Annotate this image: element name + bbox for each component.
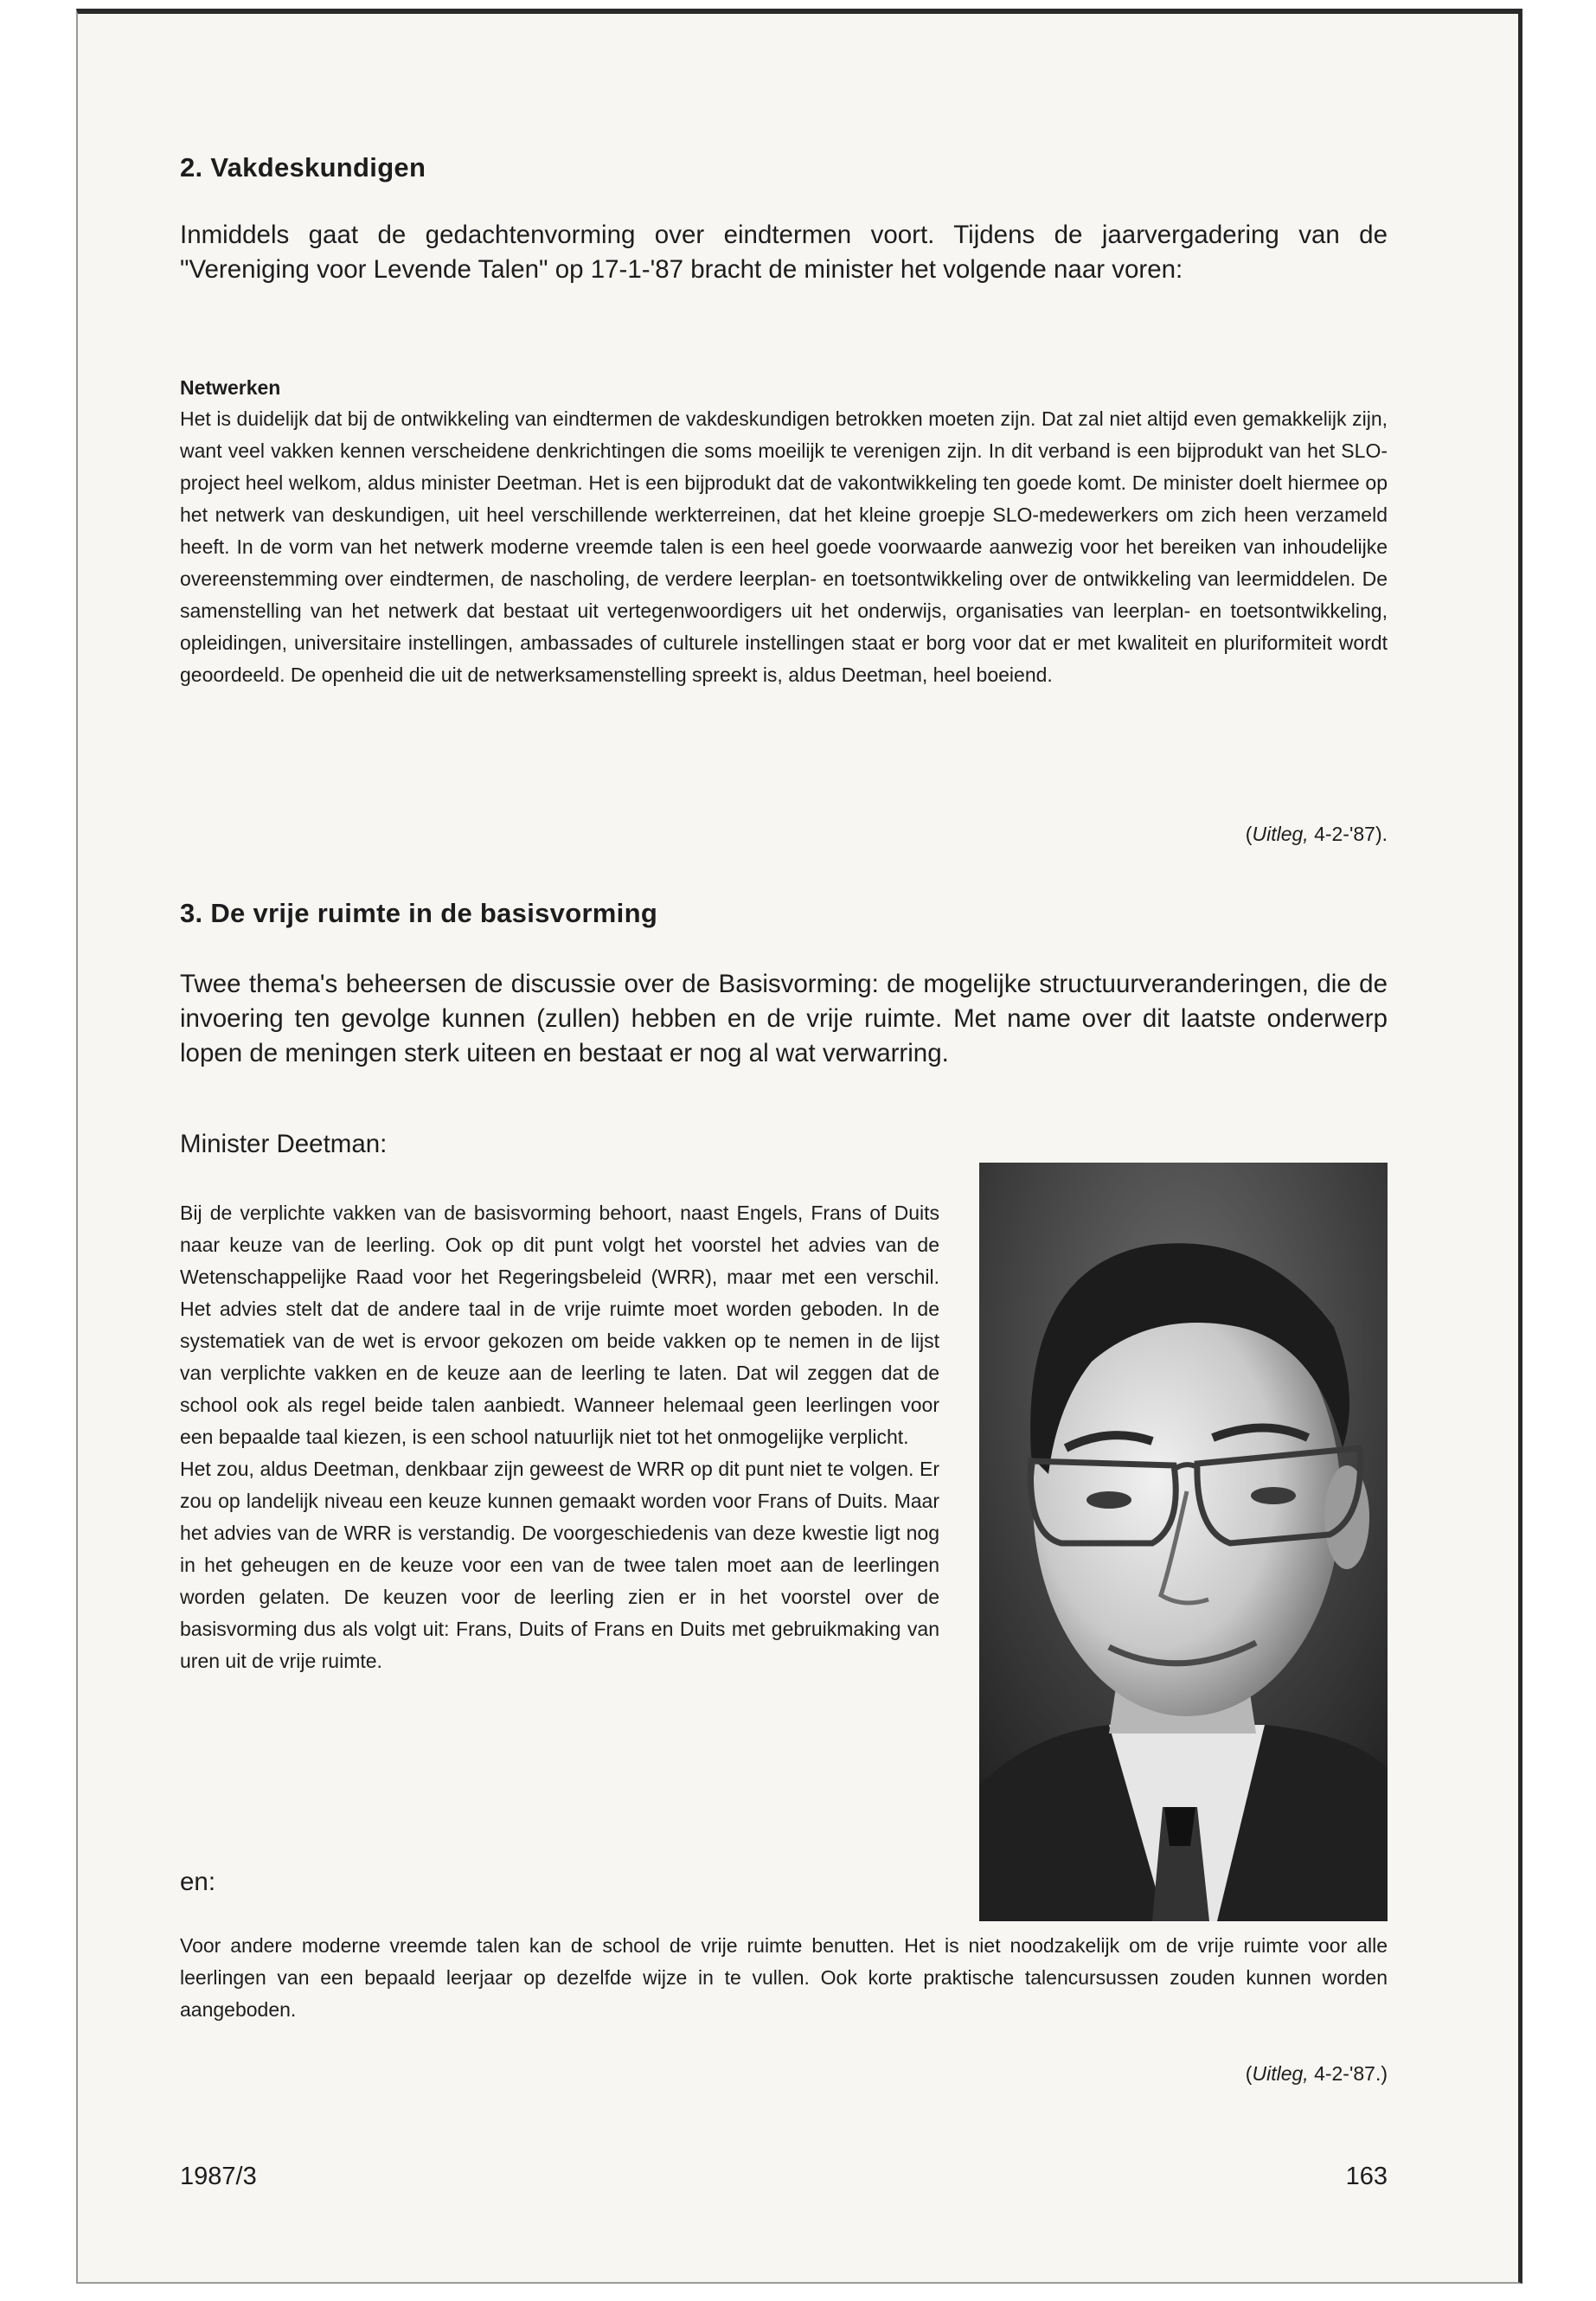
citation-date: 4-2-'87.): [1314, 2062, 1388, 2085]
citation-section3: (Uitleg, 4-2-'87.): [1245, 2062, 1388, 2085]
deetman-quote-p1: Bij de verplichte vakken van de basisvorming behoort, naast Engels, Frans of Duits naar keuze van de leerling. Ook op dit punt volgt het voorstel het advies van de Wetenschappelijke Raad voor het Regeringsbeleid (WRR), maar met een verschil. Het advies stelt dat de andere taal in de vrije ruimte moet worden geboden. In de systematiek van de wet is ervoor gekozen om beide vakken op te nemen in de lijst van verplichte vakken en de keuze aan de leerling te laten. Dat wil zeggen dat de school ook als regel beide talen aanbiedt. Wanneer helemaal geen leerlingen voor een bepaalde taal kiezen, is een school natuurlijk niet tot het onmogelijke verplicht.: [180, 1202, 939, 1448]
deetman-quote: [180, 1197, 939, 1677]
speaker-label: Minister Deetman:: [180, 1130, 388, 1158]
section3-intro: Twee thema's beheersen de discussie over de Basisvorming: de mogelijke structuurveranderingen, die de invoering ten gevolge kunnen (zullen) hebben en de vrije ruimte. Met name over dit laatste onderwerp lopen de meningen sterk uiteen en bestaat er nog al wat verwarring.: [180, 970, 1388, 1067]
citation-source: Uitleg,: [1252, 2062, 1309, 2085]
section2-intro: Inmiddels gaat de gedachtenvorming over eindtermen voort. Tijdens de jaarvergadering van de "Vereniging voor Levende Talen" op 17-1-'87 bracht de minister het volgende naar voren:: [180, 221, 1388, 284]
quote-title-netwerken: Netwerken: [180, 376, 281, 399]
citation-date: 4-2-'87).: [1314, 823, 1388, 845]
vreemde-talen-quote-text: Voor andere moderne vreemde talen kan de school de vrije ruimte benutten. Het is niet noodzakelijk om de vrije ruimte voor alle leerlingen van een bepaald leerjaar op dezelfde wijze in te vullen. Ook korte praktische talencursussen zouden kunnen worden aangeboden.: [180, 1934, 1388, 2021]
netwerken-quote: [180, 403, 1388, 691]
citation-source: Uitleg,: [1252, 823, 1309, 845]
connector-text: en:: [180, 1868, 216, 1896]
minister-portrait-photo: [979, 1163, 1388, 1921]
netwerken-quote-text: Het is duidelijk dat bij de ontwikkeling van eindtermen de vakdeskundigen betrokken moeten zijn. Dat zal niet altijd even gemakkelijk zijn, want veel vakken kennen verscheidene denkrichtingen die soms moeilijk te verenigen zijn. In dit verband is een bijprodukt van het SLO-project heel welkom, aldus minister Deetman. Het is een bijprodukt dat de vakontwikkeling ten goede komt. De minister doelt hiermee op het netwerk van deskundigen, uit heel verschillende werkterreinen, dat het kleine groepje SLO-medewerkers om zich heen verzameld heeft. In de vorm van het netwerk moderne vreemde talen is een heel goede voorwaarde aanwezig voor het bereiken van inhoudelijke overeenstemming over eindtermen, de nascholing, de verdere leerplan- en toetsontwikkeling over de ontwikkeling van leermiddelen. De samenstelling van het netwerk dat bestaat uit vertegenwoordigers uit het onderwijs, organisaties van leerplan- en toetsontwikkeling, opleidingen, universitaire instellingen, ambassades of culturele instellingen staat er borg voor dat er met kwaliteit en pluriformiteit wordt geoordeeld. De openheid die uit de netwerksamenstelling spreekt is, aldus Deetman, heel boeiend.: [180, 407, 1388, 686]
section-heading-vakdeskundigen: 2. Vakdeskundigen: [180, 152, 426, 183]
vreemde-talen-quote: [180, 1930, 1388, 2026]
footer-page-number: 163: [1345, 2163, 1388, 2190]
footer-issue-number: 1987/3: [180, 2163, 257, 2190]
deetman-quote-p2: Het zou, aldus Deetman, denkbaar zijn geweest de WRR op dit punt niet te volgen. Er zou op landelijk niveau een keuze kunnen gemaakt worden voor Frans of Duits. Maar het advies van de WRR is verstandig. De voorgeschiedenis van deze kwestie ligt nog in het geheugen en de keuze voor een van de twee talen moet aan de leerlingen worden gelaten. De keuzen voor de leerling zien er in het voorstel over de basisvorming dus als volgt uit: Frans, Duits of Frans en Duits met gebruikmaking van uren uit de vrije ruimte.: [180, 1458, 939, 1672]
section-heading-vrije-ruimte: 3. De vrije ruimte in de basisvorming: [180, 898, 658, 928]
citation-section2: (Uitleg, 4-2-'87).: [1245, 823, 1388, 845]
document-page: [76, 9, 1522, 2284]
